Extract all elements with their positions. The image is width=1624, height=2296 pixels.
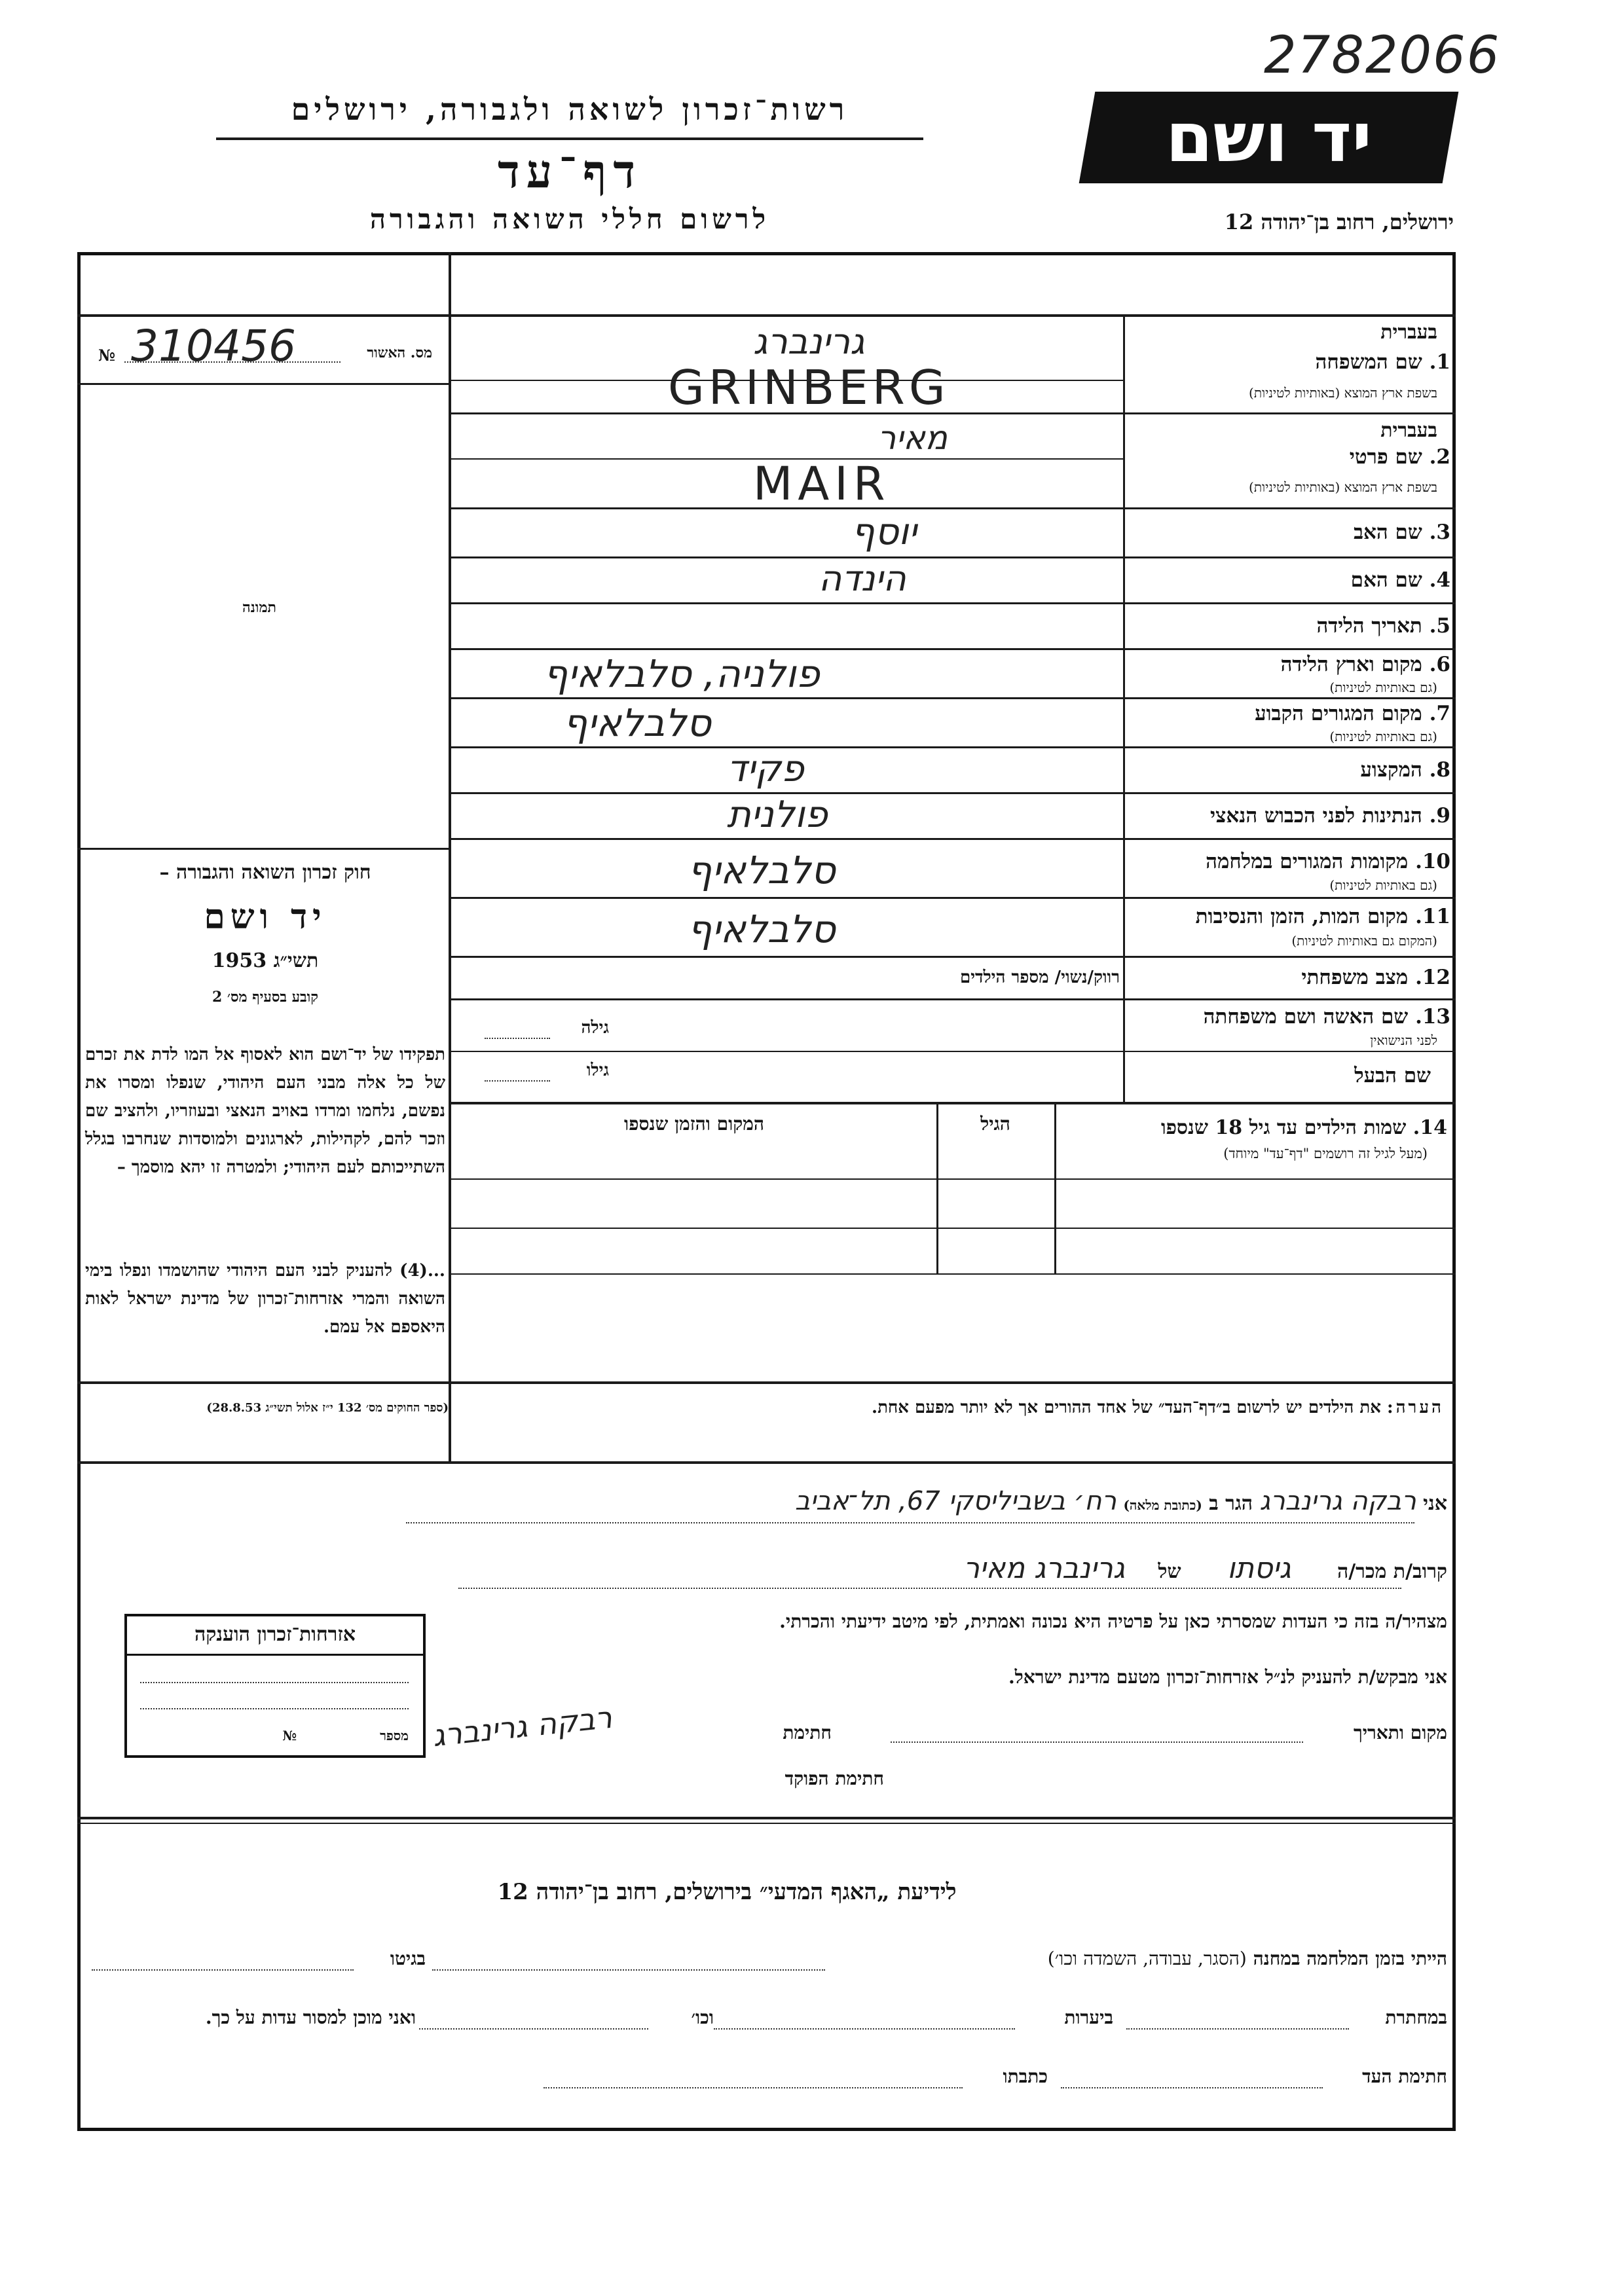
husband-age-line: [485, 1080, 550, 1082]
field-1-label: שם המשפחה: [1315, 350, 1422, 374]
yad-vashem-logo: [1079, 92, 1459, 183]
of-label: של: [1158, 1560, 1181, 1583]
note-label: הערה:: [1387, 1398, 1444, 1417]
statement-1: מצהיר/ה בזה כי העדות שמסרתי כאן על פרטיה היא נכונה ואמתית, לפי מיטב ידיעתי והכרתי.: [779, 1611, 1447, 1632]
field-3-no: 3.: [1429, 520, 1450, 544]
first-name-hebrew: מאיר: [877, 419, 948, 457]
row6-bottom-line: [451, 697, 1456, 699]
row1-bottom-line: [451, 412, 1456, 414]
note-text: את הילדים יש לרשום ב״דף־העד״ של אחד ההורים אך לא יותר מפעם אחת.: [872, 1398, 1381, 1417]
field-13: [1130, 1005, 1450, 1029]
marital-status-options: רווק/נשוי/ מספר הילדים: [959, 968, 1120, 987]
field-11-label: מקום המות, הזמן והנסיבות: [1195, 905, 1409, 928]
field-10-no: 10.: [1415, 850, 1450, 873]
row5-bottom-line: [451, 648, 1456, 650]
death-place: סלבלאיף: [688, 907, 836, 951]
registration-number-row: [92, 321, 439, 373]
i-am-label: אני: [1423, 1492, 1447, 1515]
row10-bottom-line: [451, 897, 1456, 899]
witness-address-line: [544, 2087, 963, 2088]
row13-bottom-line: [451, 1051, 1456, 1052]
note: [455, 1398, 1444, 1417]
field-11: [1130, 905, 1450, 928]
husband-row-bottom-line: [451, 1102, 1456, 1104]
field-5-no: 5.: [1429, 614, 1450, 638]
field-2-sub: בשפת ארץ המוצא (באותיות לטיניות): [1249, 479, 1437, 495]
field-4-no: 4.: [1429, 568, 1450, 592]
citizenship-box-line-2: [140, 1708, 409, 1709]
relation-value: גיסתו: [1227, 1552, 1291, 1585]
label-column-divider: [1123, 314, 1125, 1103]
photo-label: תמונה: [242, 599, 276, 616]
etc-label: וכו׳: [691, 2007, 714, 2028]
field-2-label: שם פרטי: [1349, 445, 1422, 469]
wartime-residence: סלבלאיף: [688, 848, 836, 892]
surname-hebrew: גרינברג: [753, 321, 865, 362]
field-10-label: מקומות המגורים במלחמה: [1206, 850, 1409, 873]
law-year-hebrew: תשי״ג: [273, 949, 319, 972]
field-6-sub: (גם באותיות לטיניות): [1329, 680, 1437, 695]
wife-age-label: גילה: [581, 1018, 609, 1038]
children-col-1: [936, 1104, 938, 1275]
field-12: [1130, 966, 1450, 989]
ready-label: ואני מוכן למסור עדות על כך.: [205, 2007, 416, 2028]
forests-label: ביערות: [1064, 2007, 1113, 2028]
field-14-label: שמות הילדים עד גיל 18 שנספו: [1160, 1116, 1407, 1139]
field-7: [1130, 702, 1450, 725]
statement-2: אני מבקש/ת להעניק לנ״ל אזרחות־זכרון מטעם מדינת ישראל.: [1008, 1666, 1447, 1688]
logo-text: יד ושם: [1166, 98, 1372, 177]
camp-label: הייתי בזמן המלחמה במחנה: [1253, 1948, 1447, 1969]
law-title: חוק זכרון השואה והגבורה –: [159, 861, 371, 884]
field-9-no: 9.: [1429, 804, 1450, 828]
field-4-label: שם האם: [1350, 568, 1422, 592]
field-12-no: 12.: [1415, 966, 1450, 989]
form-title: דף־עד: [497, 144, 642, 198]
declaration-line-1: [406, 1486, 1447, 1516]
field-7-label: מקום המגורים הקבוע: [1255, 702, 1422, 725]
etc-line: [419, 2028, 648, 2030]
reg-number: 310456: [131, 321, 296, 371]
citizenship-box-line-1: [140, 1682, 409, 1683]
form-subtitle: לרשום חללי השואה והגבורה: [369, 203, 770, 235]
row2-bottom-line: [451, 507, 1456, 509]
birth-place: פולניה, סלבלאיף: [544, 651, 820, 696]
citizenship-box-number: [140, 1728, 409, 1744]
citizenship-box-title: אזרחות־זכרון הוענקה: [127, 1616, 423, 1656]
row4-bottom-line: [451, 602, 1456, 604]
law-reference: (ספר החוקים מס׳ 132 י״ז אלול תשי״ג 28.8.53): [206, 1401, 449, 1415]
citizenship-no-symbol: №: [282, 1728, 297, 1743]
declarant-name: רבקה גרינברג: [1259, 1486, 1416, 1516]
field-1-no: 1.: [1429, 350, 1450, 374]
row7-bottom-line: [451, 746, 1456, 748]
note-top-line: [77, 1381, 1456, 1384]
field-5: [1130, 614, 1450, 638]
reg-number-line: [124, 361, 341, 363]
law-year-number: 1953: [212, 949, 267, 972]
field-8-no: 8.: [1429, 758, 1450, 782]
field-10-sub: (גם באותיות לטיניות): [1329, 877, 1437, 893]
children-age-header: הגיל: [980, 1113, 1010, 1135]
field-14-no: 14.: [1412, 1116, 1447, 1139]
partisans-label: במחתרת: [1385, 2007, 1447, 2028]
field-8: [1130, 758, 1450, 782]
father-name: יוסף: [851, 511, 917, 553]
field-14-sub: (מעל לגיל זה רושמים "דף־עד" מיוחד): [1223, 1146, 1428, 1161]
mother-name: הינדה: [819, 558, 906, 599]
row12-bottom-line: [451, 998, 1456, 1000]
research-top-line-1: [77, 1817, 1456, 1819]
declaration-line-2: [458, 1552, 1447, 1585]
residence: סלבלאיף: [563, 701, 711, 745]
title-underline: [216, 137, 923, 140]
place-date-label: מקום ותאריך: [1353, 1722, 1447, 1743]
law-text-2: ...(4) להעניק לבני העם היהודי שהושמדו ונפלו בימי השואה והמרי אזרחות־זכרון של מדינת ישראל לאות היאספם אל עמם.: [85, 1261, 445, 1337]
header-address: ירושלים, רחוב בן־יהודה 12: [1224, 210, 1454, 234]
husband-age-label: גילו: [586, 1061, 609, 1080]
children-row-line-2: [451, 1273, 1456, 1275]
field-13-no: 13.: [1415, 1005, 1450, 1029]
field-5-label: תאריך הלידה: [1316, 614, 1422, 638]
field-1: [1130, 350, 1450, 374]
note-bottom-line: [77, 1461, 1456, 1464]
field-2: [1130, 445, 1450, 469]
law-name: יד ושם: [204, 897, 327, 937]
field-6-label: מקום וארץ הלידה: [1280, 653, 1422, 676]
occupation: פקיד: [727, 748, 804, 790]
row9-bottom-line: [451, 838, 1456, 840]
field-7-sub: (גם באותיות לטיניות): [1329, 729, 1437, 744]
wife-age-line: [485, 1038, 550, 1039]
ghetto-label: בגיטו: [390, 1948, 426, 1969]
stamp-number: 2782066: [1264, 26, 1501, 85]
research-line-1: [327, 1948, 1447, 1970]
field-10: [1130, 850, 1450, 873]
partisans-line: [1126, 2028, 1349, 2030]
field-3-label: שם האב: [1354, 520, 1422, 544]
photo-area-line: [77, 848, 451, 850]
row8-bottom-line: [451, 792, 1456, 794]
row11-bottom-line: [451, 956, 1456, 958]
children-row-line-1: [451, 1228, 1456, 1229]
field-13-sub: לפני הנישואין: [1370, 1032, 1437, 1048]
citizenship-number-label: מספר: [380, 1728, 409, 1743]
field-9-label: הנתינות לפני הכבוש הנאצי: [1210, 804, 1422, 828]
field-4: [1130, 568, 1450, 592]
field-6-no: 6.: [1429, 653, 1450, 676]
row3-bottom-line: [451, 556, 1456, 558]
reg-no-symbol: №: [98, 346, 116, 365]
of-value: גרינברג מאיר: [963, 1552, 1125, 1585]
declarant-address: רח׳ בשביליסקי 67, תל־אביב: [794, 1486, 1116, 1516]
first-name-latin: MAIR: [753, 457, 891, 511]
reg-row-line: [77, 383, 451, 385]
field-11-sub: (המקום גם באותיות לטיניות): [1291, 933, 1437, 949]
children-place-header: המקום והזמן שנספו: [624, 1113, 764, 1135]
citizenship-box: [124, 1614, 426, 1758]
address-hint: (כתובת מלאה): [1123, 1497, 1202, 1513]
witness-signature-line: [1061, 2087, 1323, 2088]
law-year: [88, 949, 442, 972]
children-col-2: [1054, 1104, 1056, 1275]
field-husband-label: שם הבעל: [1354, 1064, 1431, 1087]
witness-address-label: כתבתו: [1003, 2066, 1048, 2087]
authority-title: רשות־זכרון לשואה ולגבורה, ירושלים: [291, 92, 849, 127]
field-12-label: מצב משפחתי: [1301, 966, 1409, 989]
research-top-line-2: [77, 1823, 1456, 1824]
field-1-sub: בשפת ארץ המוצא (באותיות לטיניות): [1249, 385, 1437, 401]
field-9: [1130, 804, 1450, 828]
field-2-lang: בעברית: [1380, 419, 1437, 442]
relative-label: קרוב/ת מכר/ה: [1337, 1560, 1447, 1583]
children-header-line: [451, 1178, 1456, 1180]
place-date-line: [891, 1741, 1303, 1743]
field-1-lang: בעברית: [1380, 321, 1437, 344]
research-title: לידיעת „האגף המדעי״ בירושלים, רחוב בן־יהודה 12: [497, 1879, 957, 1905]
field-8-label: המקצוע: [1360, 758, 1422, 782]
camp-line: [432, 1969, 825, 1971]
resides-label: הגר ב: [1209, 1492, 1253, 1515]
field-13-label: שם האשה ושם משפחתה: [1203, 1005, 1409, 1029]
signature-label: חתימת: [783, 1722, 832, 1743]
field-3: [1130, 520, 1450, 544]
field-2-no: 2.: [1429, 445, 1450, 469]
relation-line: [458, 1588, 1401, 1589]
field-11-no: 11.: [1415, 905, 1450, 928]
reg-label: מס. האשור: [367, 344, 432, 361]
officer-signature-label: חתימת הפוקד: [784, 1768, 884, 1789]
forests-line: [714, 2028, 1015, 2030]
law-text-1: תפקידו של יד־ושם הוא לאסוף אל המו לדת את זכרם של כל אלה מבני העם היהודי, שנפלו ומסרו את נפשם, נלחמו ומרדו באויב הנאצי ובעוזריו, ולהציב שם וזכר להם, לקהילות, לארגונים ולמוסדות שנחרבו בגלל השתייכותם לעם היהודי; ולמטרה זו יהא מוסמך –: [85, 1045, 445, 1177]
field-6: [1130, 653, 1450, 676]
surname-latin: GRINBERG: [668, 360, 950, 415]
left-column-divider: [449, 252, 451, 1463]
declarant-line: [406, 1522, 1414, 1523]
camp-hint: (הסגר, עבודה, השמדה וכו׳): [1047, 1948, 1247, 1969]
nationality: פולנית: [727, 793, 828, 836]
ghetto-line: [92, 1969, 354, 1971]
witness-signature-label: חתימת העד: [1362, 2066, 1447, 2087]
field-14: [1061, 1116, 1447, 1139]
field-7-no: 7.: [1429, 702, 1450, 725]
law-clause: קובע בסעיף מס׳ 2: [212, 989, 319, 1006]
declarant-signature: רבקה גרינברג: [430, 1699, 614, 1754]
top-band-line: [77, 314, 1456, 317]
